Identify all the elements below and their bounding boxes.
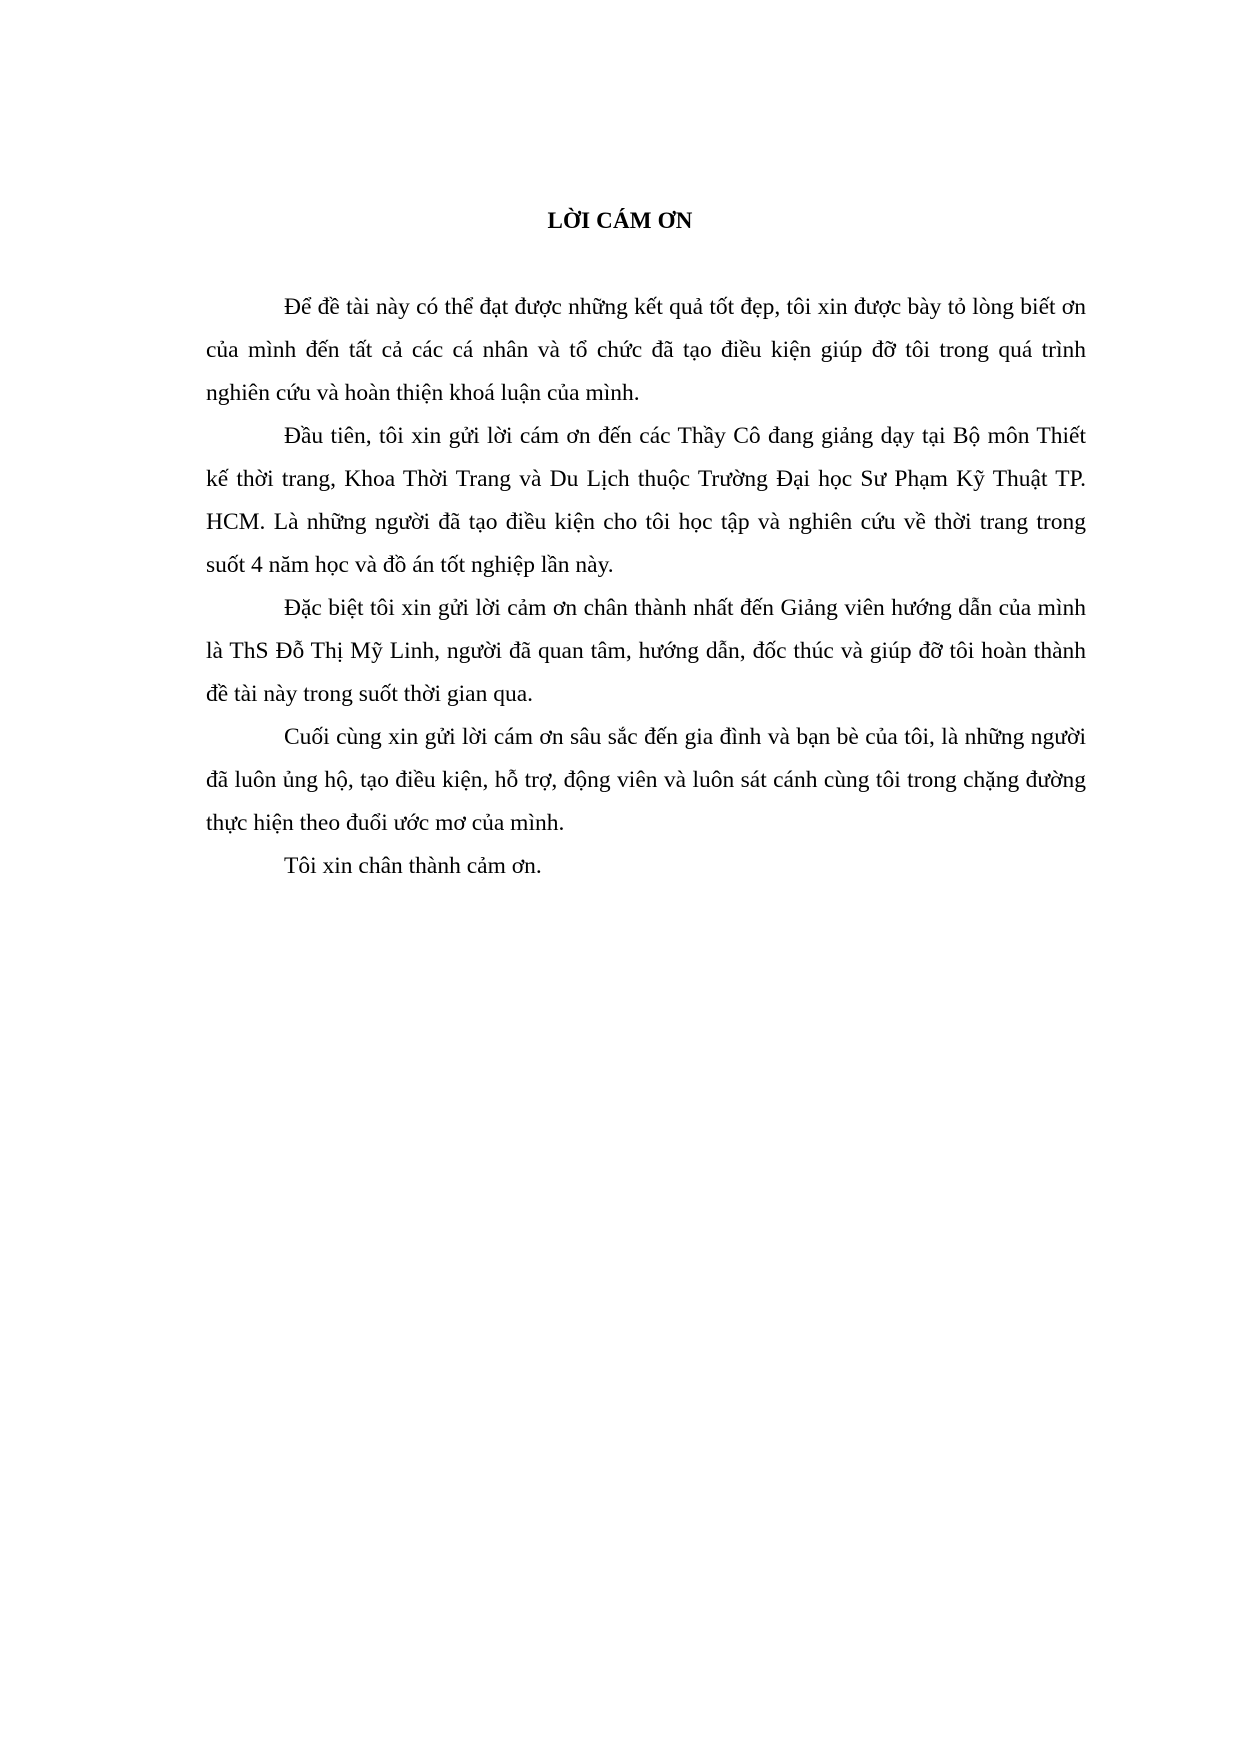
paragraph-family: Cuối cùng xin gửi lời cám ơn sâu sắc đến gia đình và bạn bè của tôi, là những người đã luôn ủng hộ, tạo điều kiện, hỗ trợ, động viên và luôn sát cánh cùng tôi trong chặng đường thực hiện theo đuổi ước mơ của mình. — [206, 724, 1086, 836]
paragraph-teachers: Đầu tiên, tôi xin gửi lời cám ơn đến các Thầy Cô đang giảng dạy tại Bộ môn Thiết kế thời trang, Khoa Thời Trang và Du Lịch thuộc Trường Đại học Sư Phạm Kỹ Thuật TP. HCM. Là những người đã tạo điều kiện cho tôi học tập và nghiên cứu về thời trang trong suốt 4 năm học và đồ án tốt nghiệp lần này. — [206, 423, 1086, 578]
paragraph-intro: Để đề tài này có thể đạt được những kết quả tốt đẹp, tôi xin được bày tỏ lòng biết ơn của mình đến tất cả các cá nhân và tổ chức đã tạo điều kiện giúp đỡ tôi trong quá trình nghiên cứu và hoàn thiện khoá luận của mình. — [206, 294, 1086, 406]
page-title: LỜI CÁM ƠN — [547, 208, 693, 233]
paragraph-advisor: Đặc biệt tôi xin gửi lời cảm ơn chân thành nhất đến Giảng viên hướng dẫn của mình là ThS Đỗ Thị Mỹ Linh, người đã quan tâm, hướng dẫn, đốc thúc và giúp đỡ tôi hoàn thành đề tài này trong suốt thời gian qua. — [206, 595, 1086, 707]
document-body — [206, 286, 1086, 888]
paragraph-closing: Tôi xin chân thành cảm ơn. — [284, 853, 542, 879]
